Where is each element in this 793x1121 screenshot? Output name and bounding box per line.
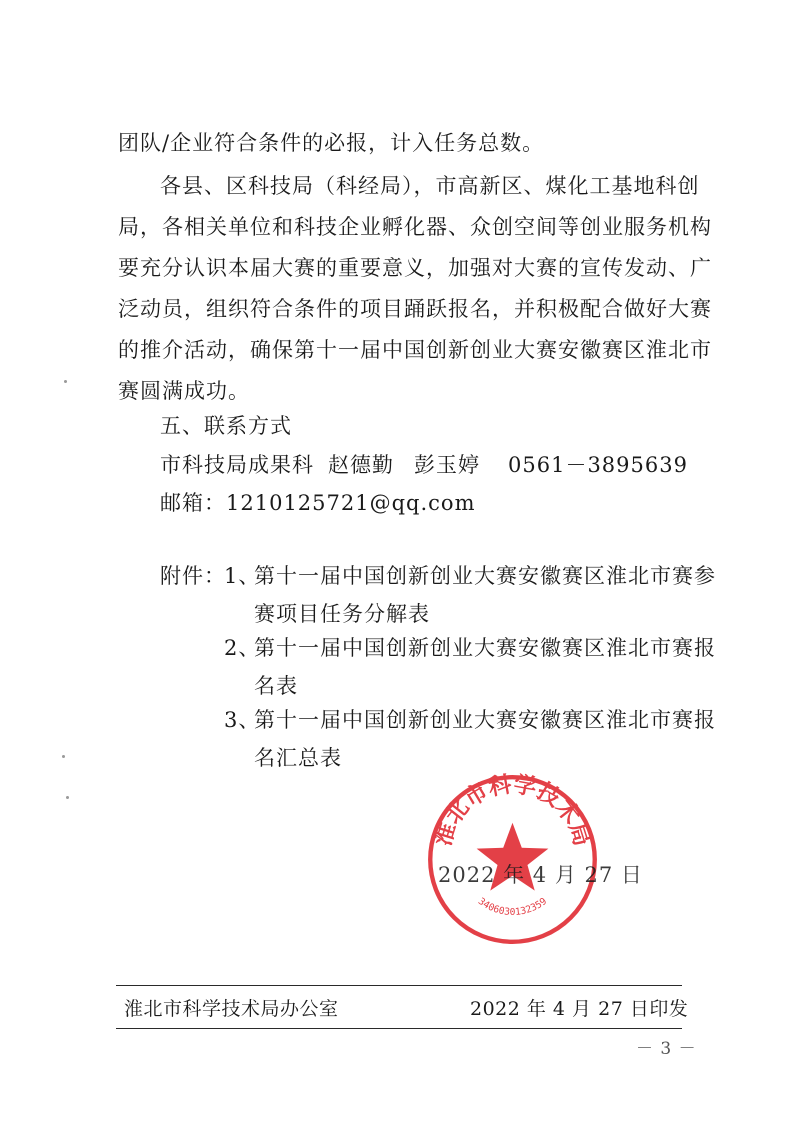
scan-speck (66, 796, 69, 799)
attachments-label: 附件： (160, 564, 226, 588)
attachment-3-line-1: 第十一届中国创新创业大赛安徽赛区淮北市赛报 (254, 708, 716, 732)
para2-line-6: 赛圆满成功。 (118, 379, 250, 403)
attachment-2-number: 2、 (224, 636, 261, 660)
para2-line-1: 各县、区科技局（科经局），市高新区、煤化工基地科创 (160, 174, 700, 198)
attachment-1-line-2: 赛项目任务分解表 (254, 602, 430, 626)
attachment-3-line-2: 名汇总表 (254, 746, 342, 770)
para2-line-2: 局，各相关单位和科技企业孵化器、众创空间等创业服务机构 (118, 215, 712, 239)
footer-rule-bottom (116, 1028, 682, 1029)
seal-name: 淮北市科学技术局 (429, 772, 596, 850)
contact-person-2: 彭玉婷 (414, 453, 480, 477)
scan-speck (62, 755, 65, 758)
scan-speck (64, 380, 67, 383)
footer-issued-date: 2022 年 4 月 27 日印发 (470, 998, 689, 1020)
attachment-1-number: 1、 (224, 564, 261, 588)
page-number: － 3 － (636, 1039, 697, 1059)
footer-rule-top (116, 985, 682, 986)
section-heading-contact: 五、联系方式 (160, 414, 292, 438)
contact-phone: 0561－3895639 (508, 453, 688, 477)
contact-dept: 市科技局成果科 (160, 453, 314, 477)
para2-line-3: 要充分认识本届大赛的重要意义，加强对大赛的宣传发动、广 (118, 256, 712, 280)
footer-office: 淮北市科学技术局办公室 (124, 998, 339, 1020)
signing-date: 2022 年 4 月 27 日 (438, 863, 643, 887)
para2-line-4: 泛动员，组织符合条件的项目踊跃报名，并积极配合做好大赛 (118, 297, 712, 321)
attachment-2-line-2: 名表 (254, 674, 298, 698)
seal-code: 3406030132359 (475, 896, 550, 918)
attachment-2-line-1: 第十一届中国创新创业大赛安徽赛区淮北市赛报 (254, 636, 716, 660)
email-label: 邮箱： (160, 491, 226, 515)
email-address: 1210125721@qq.com (226, 491, 476, 515)
attachment-3-number: 3、 (224, 708, 261, 732)
attachment-1-line-1: 第十一届中国创新创业大赛安徽赛区淮北市赛参 (254, 564, 716, 588)
contact-person-1: 赵德勤 (328, 453, 394, 477)
body-line-1: 团队/企业符合条件的必报，计入任务总数。 (118, 131, 545, 155)
para2-line-5: 的推介活动，确保第十一届中国创新创业大赛安徽赛区淮北市 (118, 338, 712, 362)
